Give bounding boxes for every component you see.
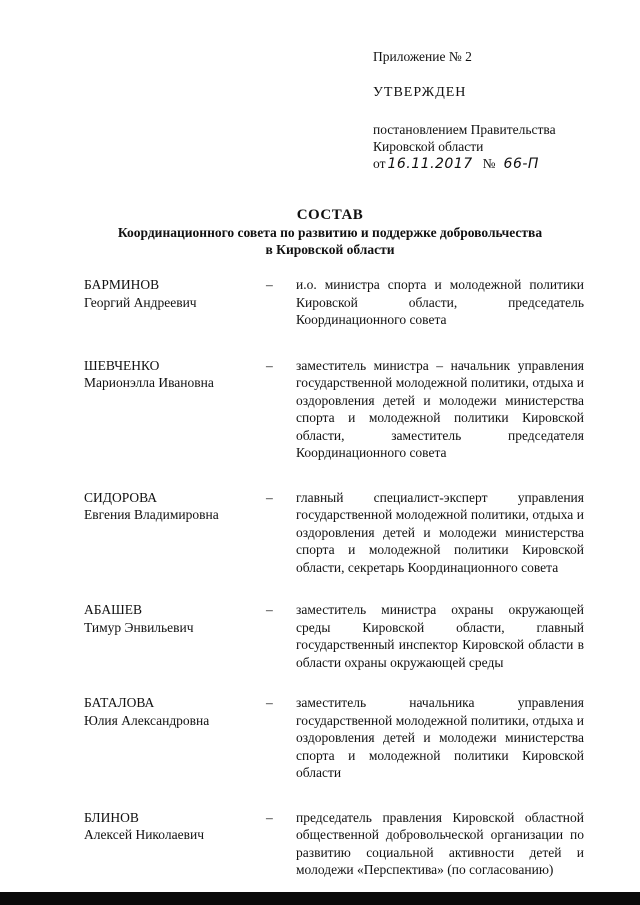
member-surname: ШЕВЧЕНКО: [84, 357, 160, 373]
title-subtitle-1: Координационного совета по развитию и поддержке добровольчества: [117, 225, 543, 240]
number-sign: №: [482, 156, 496, 171]
title-main: СОСТАВ: [296, 207, 364, 223]
member-dash: –: [266, 695, 273, 710]
member-given-name: Тимур Энвильевич: [84, 619, 194, 635]
approved-label: УТВЕРЖДЕН: [373, 85, 467, 100]
member-entry: [84, 809, 584, 879]
member-role: заместитель министра охраны окружающей среды Кировской области, главный государственный инспектор Кировской области в области охраны окружающей среды: [296, 602, 584, 670]
members-list: [84, 276, 584, 879]
handwritten-number: 66-П: [503, 156, 539, 172]
member-surname: СИДОРОВА: [84, 489, 158, 505]
member-surname: БЛИНОВ: [84, 809, 139, 825]
member-entry: [84, 276, 584, 329]
member-name: [84, 357, 266, 462]
decree-line-1: постановлением Правительства: [373, 122, 556, 137]
member-role: и.о. министра спорта и молодежной политики Кировской области, председатель Координационного совета: [296, 277, 584, 327]
title-subtitle-2: в Кировской области: [265, 241, 395, 257]
member-name: [84, 489, 266, 577]
member-role: заместитель начальника управления государственной молодежной политики, отдыха и оздоровления детей и молодежи министерства спорта и молодежной политики Кировской области: [296, 695, 584, 780]
handwritten-date: 16.11.2017: [387, 156, 473, 172]
member-dash: –: [266, 809, 273, 825]
document-title: [60, 205, 600, 258]
member-given-name: Алексей Николаевич: [84, 827, 204, 842]
member-given-name: Георгий Андреевич: [84, 294, 197, 310]
decree-line-2: Кировской области: [373, 139, 484, 154]
member-dash: –: [266, 602, 273, 617]
member-given-name: Юлия Александровна: [84, 712, 210, 728]
member-dash: –: [266, 277, 273, 292]
member-role: главный специалист-эксперт управления государственной молодежной политики, отдыха и оздоровления детей и молодежи министерства спорта и молодежной политики Кировской области, секретарь Координационного совета: [296, 489, 584, 575]
member-entry: [84, 357, 584, 462]
member-role: заместитель министра – начальник управления государственной молодежной политики, отдыха и оздоровления детей и молодежи министерства спорта и молодежной политики Кировской области, заместитель председателя Координационного совета: [296, 357, 584, 460]
member-entry: [84, 694, 584, 782]
member-dash: –: [266, 357, 273, 373]
member-name: [84, 809, 266, 879]
scan-edge-bar: [0, 892, 640, 905]
member-surname: АБАШЕВ: [84, 602, 142, 617]
member-name: [84, 276, 266, 329]
member-role: председатель правления Кировской областной общественной добровольческой организации по развитию социальной активности детей и молодежи «Перспектива» (по согласованию): [296, 809, 584, 877]
member-dash: –: [266, 489, 273, 505]
member-surname: БАРМИНОВ: [84, 277, 160, 292]
member-given-name: Марионэлла Ивановна: [84, 375, 214, 390]
decree-reference: [373, 121, 613, 173]
decree-date-line: [373, 155, 613, 173]
member-name: [84, 601, 266, 671]
member-surname: БАТАЛОВА: [84, 695, 155, 710]
appendix-label: Приложение № 2: [373, 49, 472, 64]
member-entry: [84, 489, 584, 577]
member-given-name: Евгения Владимировна: [84, 507, 219, 522]
approval-block: [373, 48, 613, 173]
member-entry: [84, 601, 584, 671]
member-name: [84, 694, 266, 782]
date-prefix: от: [373, 156, 386, 171]
